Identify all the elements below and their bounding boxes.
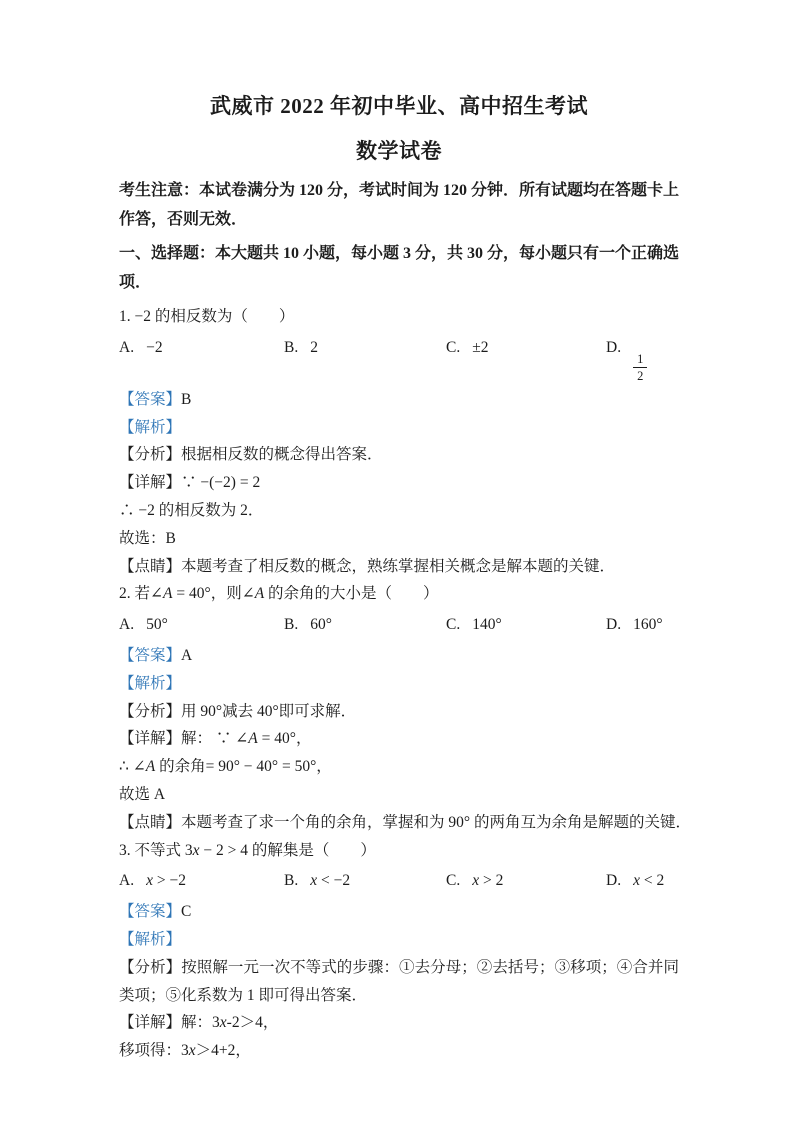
option-d [606, 867, 679, 895]
conclusion-line [119, 753, 679, 781]
math-text: ＞4+2 [195, 1042, 236, 1060]
math-text: 3 [212, 1014, 220, 1032]
text-segment: 按照解一元一次不等式的步骤：①去分母；②去括号；③移项；④合并同类项；⑤化系数为 1 即可得出答案． [119, 958, 679, 1004]
math-text: A [181, 646, 193, 664]
choose-line [119, 781, 679, 809]
math-variable: A [163, 585, 173, 603]
math-text: −2 [146, 338, 163, 356]
math-text: ∵ −(−2) = 2 [181, 474, 261, 492]
math-text: 2. [119, 585, 135, 603]
math-variable: A [248, 730, 258, 748]
option-a [119, 867, 284, 895]
option-letter: B. [284, 616, 299, 634]
math-text: 3 [181, 1042, 189, 1060]
question-stem [119, 837, 679, 865]
answer-bracket-label: 【解析】 [119, 418, 182, 436]
answer-line [119, 898, 679, 926]
option-letter: A. [119, 872, 135, 890]
option-b [284, 334, 446, 383]
math-text: < 2 [639, 872, 665, 890]
option-c [446, 334, 606, 383]
answer-bracket-label: 【答案】 [119, 390, 182, 408]
math-text: > 2 [479, 872, 504, 890]
jiexi-line [119, 414, 679, 442]
math-text: 160° [633, 616, 663, 634]
xiangjie-line [119, 725, 679, 753]
text-segment: 解： [181, 730, 216, 748]
fraction-numerator: 1 [637, 351, 644, 366]
fenxi-line [119, 954, 679, 1010]
math-text: < −2 [317, 872, 351, 890]
option-d [606, 611, 679, 639]
text-segment: 的相反数为（ ） [154, 308, 295, 325]
math-text: ∴ −2 [119, 501, 159, 519]
question-1 [119, 303, 679, 580]
text-segment: 的解集是（ ） [251, 841, 376, 859]
math-text: -2＞4 [226, 1014, 263, 1032]
text-segment: 不等式 [134, 841, 185, 859]
page-title: 武威市 2022 年初中毕业、高中招生考试 [210, 94, 588, 118]
option-letter: C. [446, 616, 461, 634]
math-text: ∵ ∠ [215, 730, 249, 748]
math-variable: x [633, 872, 640, 890]
math-variable: x [146, 872, 153, 890]
text-segment: ， [295, 730, 312, 748]
math-text: = 40° [257, 730, 296, 748]
choose-line [119, 525, 679, 553]
math-text: B [181, 390, 192, 408]
math-text: ∠ [241, 585, 255, 603]
section-bracket-label: 【详解】 [119, 474, 182, 492]
math-variable: x [192, 841, 200, 859]
math-text: C [181, 903, 192, 921]
jiexi-line [119, 926, 679, 954]
option-letter: C. [446, 338, 461, 356]
math-text: ±2 [472, 338, 489, 356]
question-stem [119, 303, 679, 331]
text-segment: 故选 A [119, 785, 166, 803]
text-segment: 的相反数为 [158, 501, 237, 519]
math-text: 50° [146, 616, 168, 634]
math-text: 3. [119, 841, 135, 859]
section-bracket-label: 【分析】 [119, 958, 182, 976]
math-text: − 2 > 4 [199, 841, 252, 859]
option-letter: B. [284, 872, 299, 890]
question-2 [119, 580, 691, 836]
option-letter: D. [606, 616, 622, 634]
option-b [284, 611, 446, 639]
math-text: 3 [184, 841, 193, 859]
math-text: 2 [236, 501, 248, 519]
questions-list [119, 303, 691, 1065]
text-segment: 的余角 [155, 758, 206, 776]
math-text: 2 [310, 338, 318, 356]
text-segment: ， [316, 758, 332, 776]
math-variable: A [254, 585, 265, 603]
question-3 [119, 837, 679, 1065]
answer-bracket-label: 【解析】 [119, 930, 182, 948]
section-bracket-label: 【分析】 [119, 702, 182, 720]
question-stem [119, 580, 679, 608]
options-row [119, 334, 679, 383]
dianjing-line [119, 809, 691, 837]
dianjing-line [119, 553, 679, 581]
math-variable: A [145, 758, 156, 776]
option-letter: D. [606, 338, 622, 356]
text-segment: ，则 [210, 585, 242, 603]
math-text: = 90° − 40° = 50° [205, 758, 317, 776]
option-letter: B. [284, 338, 299, 356]
conclusion-line [119, 497, 679, 525]
math-variable: x [472, 872, 480, 890]
math-text: ∠ [150, 585, 164, 603]
text-segment: 故选：B [119, 529, 176, 547]
option-a [119, 334, 284, 383]
option-letter: A. [119, 616, 135, 634]
answer-line [119, 386, 679, 414]
option-letter: D. [606, 872, 622, 890]
math-text: 140° [472, 616, 502, 634]
section-bracket-label: 【点睛】 [119, 813, 182, 831]
page-subtitle: 数学试卷 [356, 139, 442, 163]
text-segment: 移项得： [119, 1042, 182, 1060]
fenxi-line [119, 441, 679, 469]
xiangjie-line [119, 469, 679, 497]
text-segment: ， [235, 1042, 251, 1060]
text-segment: 本题考查了相反数的概念，熟练掌握相关概念是解本题的关键． [181, 557, 616, 575]
fraction [633, 353, 647, 383]
option-letter: C. [446, 872, 461, 890]
options-row [119, 611, 679, 639]
text-segment: 本题考查了求一个角的余角，掌握和为 90° 的两角互为余角是解题的关键． [181, 813, 691, 831]
text-segment: 解： [181, 1014, 213, 1032]
section-bracket-label: 【详解】 [119, 1014, 182, 1032]
math-text: 1. −2 [119, 308, 155, 325]
text-segment: 若 [134, 585, 151, 603]
answer-bracket-label: 【解析】 [119, 674, 182, 692]
text-segment: ． [247, 501, 264, 519]
jiexi-line [119, 670, 679, 698]
option-letter: A. [119, 338, 135, 356]
text-segment: ， [262, 1014, 279, 1032]
section-bracket-label: 【点睛】 [119, 557, 182, 575]
math-text: > −2 [152, 872, 186, 890]
fenxi-line [119, 698, 679, 726]
math-variable: x [310, 872, 318, 890]
fraction-denominator: 2 [633, 367, 647, 383]
exam-notice: 考生注意：本试卷满分为 120 分，考试时间为 120 分钟．所有试题均在答题卡上作答，否则无效． [119, 182, 680, 228]
math-variable: x [219, 1014, 227, 1032]
text-segment: 根据相反数的概念得出答案． [181, 446, 383, 464]
option-d [606, 334, 679, 383]
text-segment: 的余角的大小是（ ） [264, 585, 439, 603]
section-bracket-label: 【详解】 [119, 730, 182, 748]
option-a [119, 611, 284, 639]
move-term-line [119, 1037, 679, 1065]
section-one-heading: 一、选择题：本大题共 10 小题，每小题 3 分，共 30 分，每小题只有一个正确选项． [119, 245, 680, 291]
options-row [119, 867, 679, 895]
option-c [446, 867, 606, 895]
math-text: ∴ ∠ [119, 758, 146, 776]
math-variable: x [188, 1042, 196, 1060]
answer-bracket-label: 【答案】 [119, 646, 182, 664]
text-segment: 用 90°减去 40°即可求解． [181, 702, 357, 720]
math-text: 60° [310, 616, 332, 634]
section-bracket-label: 【分析】 [119, 446, 182, 464]
math-text: = 40° [172, 585, 211, 603]
answer-bracket-label: 【答案】 [119, 903, 182, 921]
option-b [284, 867, 446, 895]
xiangjie-line [119, 1009, 679, 1037]
answer-line [119, 642, 679, 670]
option-c [446, 611, 606, 639]
